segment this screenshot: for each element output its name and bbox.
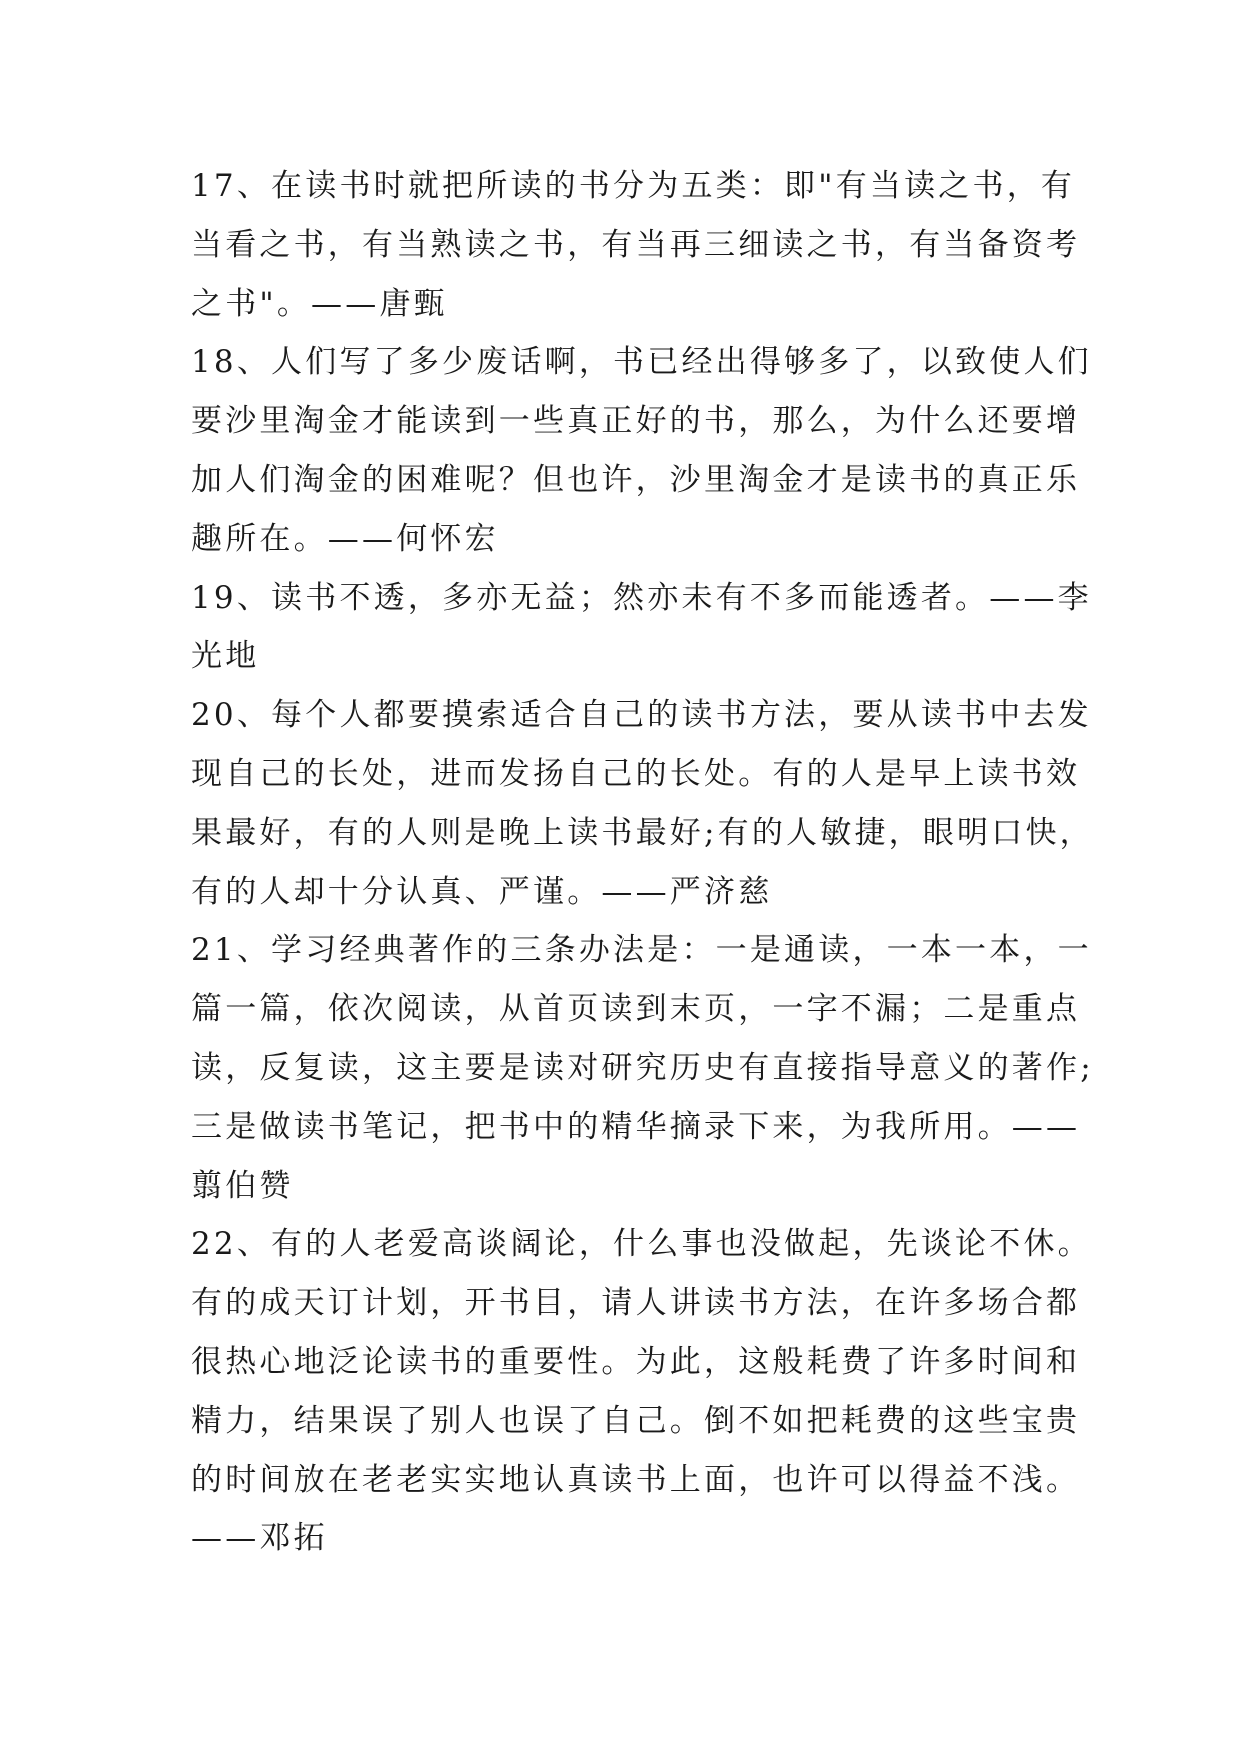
text-line: 三是做读书笔记，把书中的精华摘录下来，为我所用。——: [191, 1108, 1081, 1145]
text-line: 当看之书，有当熟读之书，有当再三细读之书，有当备资考: [191, 226, 1081, 263]
text-line: 22、有的人老爱高谈阔论，什么事也没做起，先谈论不休。: [191, 1226, 1092, 1263]
text-line: 之书"。——唐甄: [191, 285, 448, 322]
text-line: 现自己的长处，进而发扬自己的长处。有的人是早上读书效: [191, 755, 1081, 792]
text-line: 加人们淘金的困难呢？但也许，沙里淘金才是读书的真正乐: [191, 461, 1081, 498]
text-line: 趣所在。——何怀宏: [191, 520, 499, 557]
text-line: 有的人却十分认真、严谨。——严济慈: [191, 873, 773, 910]
text-line: 21、学习经典著作的三条办法是：一是通读，一本一本，一: [191, 932, 1092, 969]
text-line: 的时间放在老老实实地认真读书上面，也许可以得益不浅。: [191, 1461, 1081, 1498]
text-line: 有的成天订计划，开书目，请人讲读书方法，在许多场合都: [191, 1285, 1081, 1322]
text-line: 翦伯赞: [191, 1167, 294, 1204]
text-line: 20、每个人都要摸索适合自己的读书方法，要从读书中去发: [191, 697, 1092, 734]
text-line: 果最好，有的人则是晚上读书最好;有的人敏捷，眼明口快，: [191, 814, 1094, 851]
text-line: 19、读书不透，多亦无益；然亦未有不多而能透者。——李: [191, 579, 1092, 616]
text-line: 读，反复读，这主要是读对研究历史有直接指导意义的著作;: [191, 1049, 1094, 1086]
text-line: 精力，结果误了别人也误了自己。倒不如把耗费的这些宝贵: [191, 1402, 1081, 1439]
text-line: 篇一篇，依次阅读，从首页读到末页，一字不漏；二是重点: [191, 991, 1081, 1028]
quote-text-block: [191, 157, 1094, 1568]
text-line: ——邓拓: [191, 1520, 328, 1557]
text-line: 光地: [191, 638, 260, 675]
text-line: 18、人们写了多少废话啊，书已经出得够多了，以致使人们: [191, 344, 1092, 381]
text-line: 很热心地泛论读书的重要性。为此，这般耗费了许多时间和: [191, 1343, 1081, 1380]
text-line: 17、在读书时就把所读的书分为五类：即"有当读之书，有: [191, 168, 1076, 204]
text-line: 要沙里淘金才能读到一些真正好的书，那么，为什么还要增: [191, 403, 1081, 440]
